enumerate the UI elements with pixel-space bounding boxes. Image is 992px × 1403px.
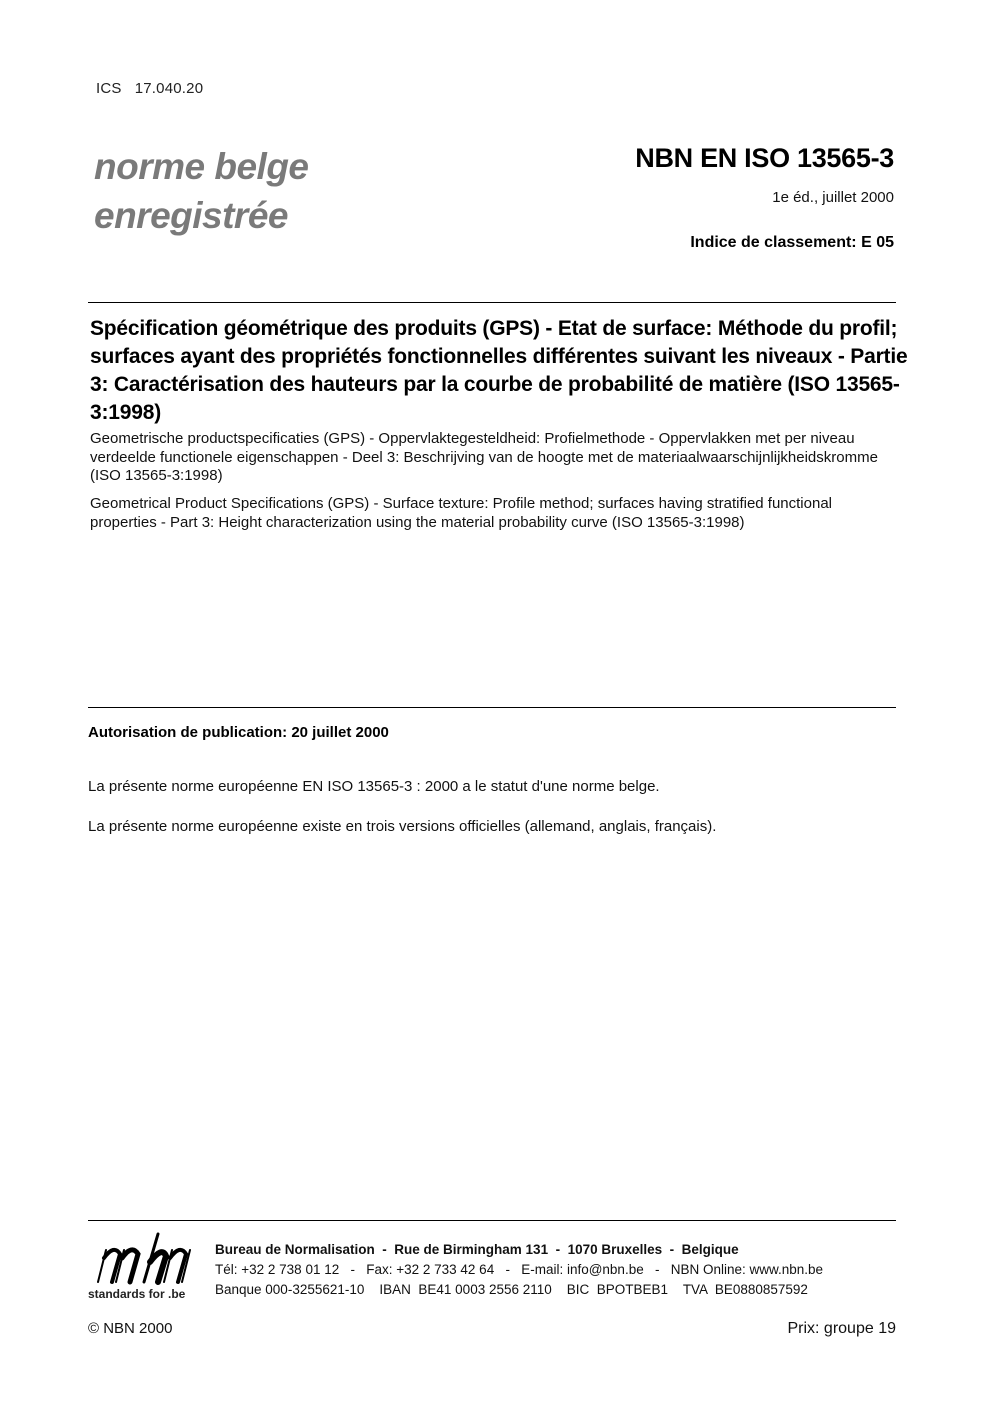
statement-versions: La présente norme européenne existe en trois versions officielles (allemand, anglais, français).: [88, 818, 717, 835]
logo-caption: standards for .be: [88, 1287, 186, 1301]
divider-middle: [88, 707, 896, 708]
brand-line-1: norme belge: [94, 146, 309, 187]
publication-authorization: Autorisation de publication: 20 juillet 2000: [88, 724, 389, 741]
brand-heading: [94, 142, 309, 240]
classification-index: Indice de classement: E 05: [690, 234, 894, 251]
copyright: © NBN 2000: [88, 1320, 173, 1337]
price-group: Prix: groupe 19: [787, 1320, 896, 1337]
ics-code: ICS 17.040.20: [96, 80, 204, 97]
standard-number: NBN EN ISO 13565-3: [635, 143, 894, 173]
brand-line-2: enregistrée: [94, 195, 288, 236]
title-french: Spécification géométrique des produits (GPS) - Etat de surface: Méthode du profil; surfaces ayant des propriétés fonctionnelles différentes suivant les niveaux - Partie 3: Caractérisation des hauteurs par la courbe de probabilité de matière (ISO 13565-3:1998): [90, 317, 908, 424]
contact-line: Tél: +32 2 738 01 12 - Fax: +32 2 733 42 64 - E-mail: info@nbn.be - NBN Online: www.nbn.be: [215, 1262, 824, 1277]
edition-info: 1e éd., juillet 2000: [772, 189, 894, 206]
bank-line: Banque 000-3255621-10 IBAN BE41 0003 2556 2110 BIC BPOTBEB1 TVA BE0880857592: [215, 1282, 808, 1297]
divider-footer: [88, 1220, 896, 1221]
statement-status: La présente norme européenne EN ISO 13565-3 : 2000 a le statut d'une norme belge.: [88, 778, 660, 795]
address-line: Bureau de Normalisation - Rue de Birmingham 131 - 1070 Bruxelles - Belgique: [215, 1242, 739, 1257]
divider-top: [88, 302, 896, 303]
title-dutch: Geometrische productspecificaties (GPS) - Oppervlaktegesteldheid: Profielmethode - Oppervlakken met per niveau verdeelde functionele eigenschappen - Deel 3: Beschrijving van de hoogte met de materiaalwaarschijnlijkheidskromme (ISO 13565-3:1998): [90, 430, 878, 484]
title-english: Geometrical Product Specifications (GPS) - Surface texture: Profile method; surfaces having stratified functional properties - Part 3: Height characterization using the material probability curve (ISO 13565-3:1998): [90, 495, 833, 531]
nbn-logo-mark-icon: [88, 1232, 200, 1288]
